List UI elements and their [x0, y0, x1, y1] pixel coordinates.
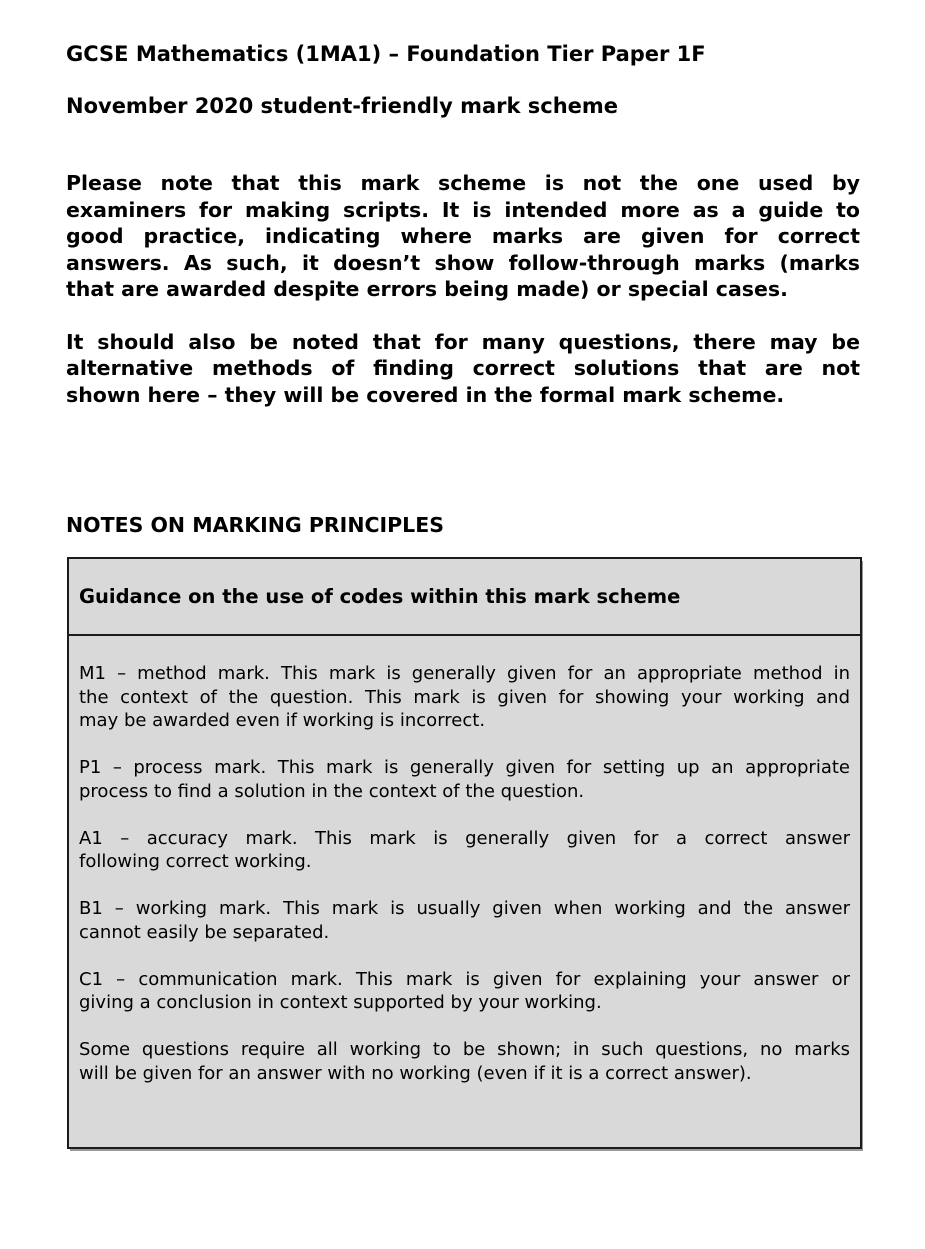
intro-paragraph-2 [66, 329, 860, 409]
mark-code-paragraph [79, 968, 850, 1015]
text-line: following correct working. [79, 851, 312, 872]
text-line: A1 – accuracy mark. This mark is generally given for a correct answer [79, 827, 850, 849]
mark-code-paragraph [79, 827, 850, 874]
text-line: alternative methods of finding correct solutions that are not [66, 356, 860, 380]
text-line: that are awarded despite errors being made) or special cases. [66, 277, 788, 301]
text-line: Some questions require all working to be shown; in such questions, no marks [79, 1039, 850, 1060]
mark-code-paragraph [79, 662, 850, 733]
text-line: examiners for making scripts. It is intended more as a guide to [66, 197, 860, 222]
text-line: process to find a solution in the context of the question. [79, 780, 585, 802]
text-line: cannot easily be separated. [79, 921, 330, 943]
guidance-box-body [69, 636, 860, 1147]
text-line: shown here – they will be covered in the formal mark scheme. [66, 382, 785, 407]
text-line: answers. As such, it doesn’t show follow-through marks (marks [66, 250, 860, 275]
mark-code-paragraph [79, 756, 850, 803]
mark-code-paragraph [79, 1038, 850, 1085]
text-line: will be given for an answer with no working (even if it is a correct answer). [79, 1062, 752, 1084]
text-line: P1 – process mark. This mark is generally given for setting up an appropriate [79, 757, 850, 778]
text-line: good practice, indicating where marks are given for correct [66, 224, 860, 248]
mark-code-paragraph [79, 897, 850, 944]
guidance-box [67, 557, 862, 1149]
text-line: Please note that this mark scheme is not the one used by [66, 171, 860, 195]
text-line: C1 – communication mark. This mark is given for explaining your answer or [79, 968, 850, 990]
text-line: giving a conclusion in context supported by your working. [79, 992, 602, 1013]
text-line: may be awarded even if working is incorrect. [79, 710, 486, 731]
section-heading-notes-on-marking-principles: NOTES ON MARKING PRINCIPLES [66, 513, 444, 537]
text-line: B1 – working mark. This mark is usually given when working and the answer [79, 898, 850, 919]
intro-paragraph-1 [66, 170, 860, 303]
document-subtitle: November 2020 student-friendly mark scheme [66, 94, 619, 118]
text-line: It should also be noted that for many questions, there may be [66, 329, 860, 354]
text-line: the context of the question. This mark is given for showing your working and [79, 686, 850, 708]
document-title: GCSE Mathematics (1MA1) – Foundation Tier Paper 1F [66, 42, 706, 66]
text-line: M1 – method mark. This mark is generally given for an appropriate method in [79, 663, 850, 684]
guidance-box-header: Guidance on the use of codes within this mark scheme [69, 559, 860, 636]
